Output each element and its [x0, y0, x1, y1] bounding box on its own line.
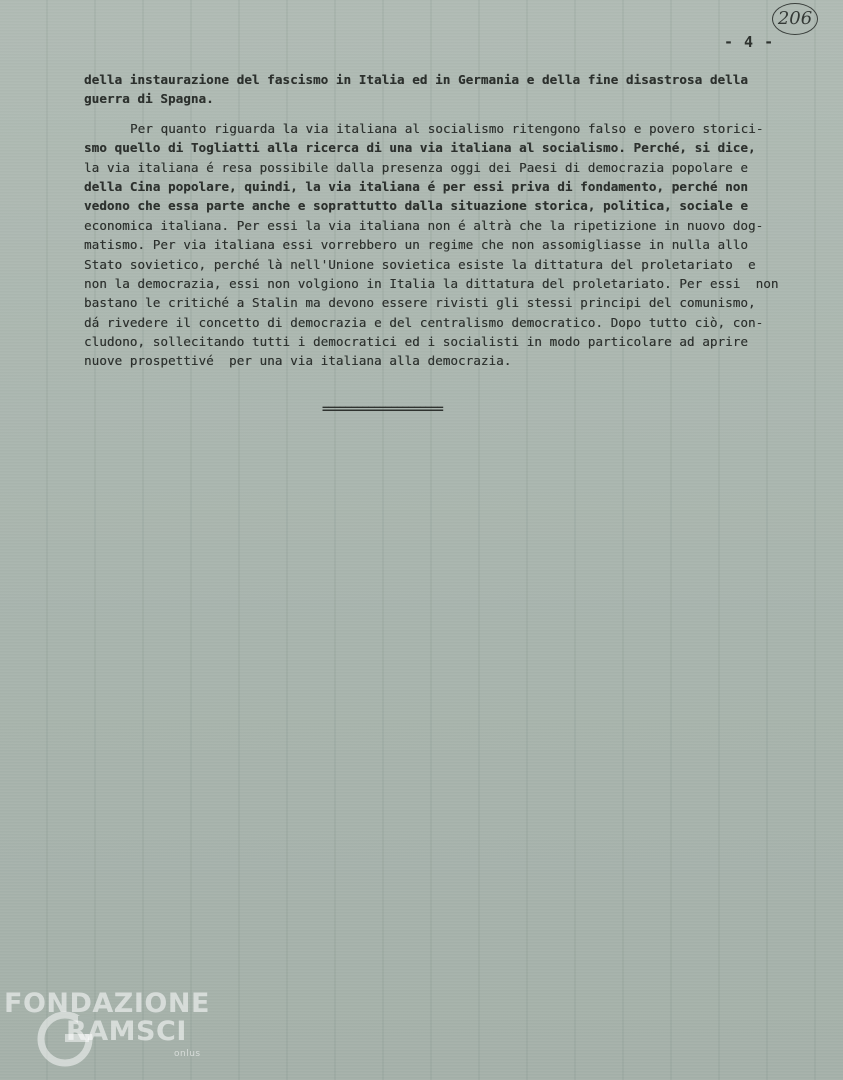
text-line: la via italiana é resa possibile dalla presenza oggi dei Paesi di democrazia popolare e [84, 159, 748, 175]
text-line: Stato sovietico, perché là nell'Unione sovietica esiste la dittatura del proletariato e [84, 256, 756, 272]
fondazione-gramsci-watermark [4, 988, 224, 1078]
watermark-small-text: onlus [174, 1049, 201, 1059]
text-line: bastano le critiché a Stalin ma devono essere rivisti gli stessi principi del comunismo, [84, 295, 756, 311]
text-line: cludono, sollecitando tutti i democratici ed i socialisti in modo particolare ad aprire [84, 334, 748, 350]
text-line: dá rivedere il concetto di democrazia e del centralismo democratico. Dopo tutto ciò, con- [84, 314, 764, 330]
text-line: della instaurazione del fascismo in Italia ed in Germania e della fine disastrosa della [84, 72, 748, 87]
watermark-subtitle: RAMSCI [66, 1016, 187, 1047]
text-line: non la democrazia, essi non volgiono in Italia la dittatura del proletariato. Per essi non [84, 275, 779, 291]
text-line: della Cina popolare, quindi, la via italiana é per essi priva di fondamento, perché non [84, 178, 748, 194]
text-line: matismo. Per via italiana essi vorrebbero un regime che non assomigliasse in nulla allo [84, 237, 748, 253]
text-line: nuove prospettivé per una via italiana alla democrazia. [84, 353, 512, 369]
text-line: Per quanto riguarda la via italiana al socialismo ritengono falso e povero storici- [130, 120, 764, 136]
document-body [84, 70, 824, 371]
text-line: vedono che essa parte anche e soprattutto dalla situazione storica, politica, sociale e [84, 198, 748, 214]
separator-line: ===================== [322, 402, 443, 416]
text-line: smo quello di Togliatti alla ricerca di una via italiana al socialismo. Perché, si dice, [84, 140, 756, 156]
text-line: economica italiana. Per essi la via italiana non é altrà che la ripetizione in nuovo dog- [84, 217, 764, 233]
text-line: guerra di Spagna. [84, 91, 214, 107]
watermark-title: FONDAZIONE [4, 988, 210, 1019]
archive-number-stamp: 206 [772, 3, 818, 35]
page-number: - 4 - [724, 33, 775, 51]
